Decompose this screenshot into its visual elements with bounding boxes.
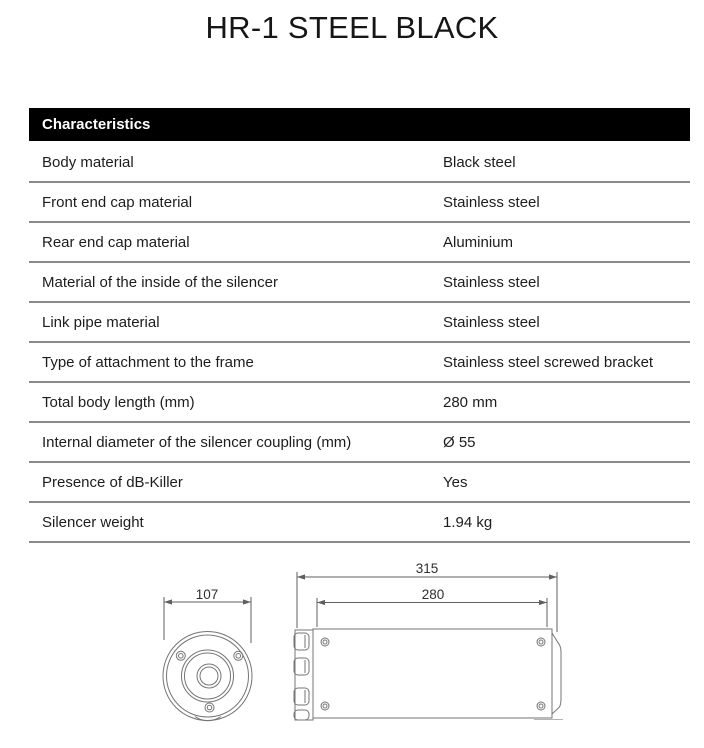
spec-label: Presence of dB-Killer <box>42 473 183 491</box>
spec-value: Stainless steel <box>443 193 540 211</box>
table-row <box>29 223 690 263</box>
table-row <box>29 503 690 543</box>
spec-label: Front end cap material <box>42 193 193 211</box>
page-title: HR-1 STEEL BLACK <box>205 10 499 45</box>
table-header: Characteristics <box>29 108 690 141</box>
table-row <box>29 383 690 423</box>
spec-value: 280 mm <box>443 393 498 411</box>
spec-label: Rear end cap material <box>42 233 190 251</box>
silencer-side-view <box>294 629 563 720</box>
spec-label: Silencer weight <box>42 513 144 531</box>
spec-value: Stainless steel <box>443 313 540 331</box>
spec-value: Ø 55 <box>443 433 476 451</box>
table-row <box>29 343 690 383</box>
spec-value: Stainless steel screwed bracket <box>443 353 654 371</box>
spec-value: Black steel <box>443 153 516 171</box>
spec-label: Type of attachment to the frame <box>42 353 254 371</box>
spec-value: Aluminium <box>443 233 514 251</box>
characteristics-table <box>29 108 690 543</box>
table-row <box>29 423 690 463</box>
dimension-label-overall: 315 <box>415 561 439 576</box>
table-row <box>29 183 690 223</box>
spec-label: Link pipe material <box>42 313 160 331</box>
dimension-label-diameter: 107 <box>195 587 219 602</box>
spec-value: Stainless steel <box>443 273 540 291</box>
spec-label: Material of the inside of the silencer <box>42 273 278 291</box>
dimension-body-length <box>317 587 547 627</box>
dimension-label-body: 280 <box>421 587 445 602</box>
table-row <box>29 143 690 183</box>
table-row <box>29 263 690 303</box>
spec-label: Total body length (mm) <box>42 393 195 411</box>
table-row <box>29 303 690 343</box>
spec-value: 1.94 kg <box>443 513 493 531</box>
table-row <box>29 463 690 503</box>
spec-label: Internal diameter of the silencer coupling (mm) <box>42 433 352 451</box>
spec-label: Body material <box>42 153 134 171</box>
silencer-front-view <box>163 632 252 721</box>
spec-value: Yes <box>443 473 468 491</box>
technical-drawing <box>140 555 580 748</box>
